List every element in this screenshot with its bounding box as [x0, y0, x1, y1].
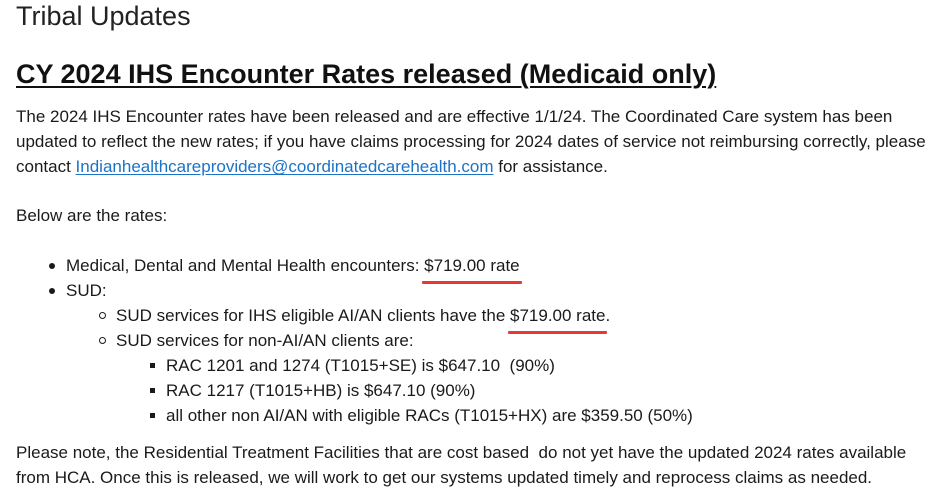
list-item-sud: [16, 278, 926, 303]
sud-eligible-rate-highlight: $719.00 rate: [510, 303, 605, 328]
article-headline: CY 2024 IHS Encounter Rates released (Medicaid only): [16, 59, 717, 89]
sud-eligible-suffix: .: [605, 306, 611, 325]
disc-bullet-icon: [49, 288, 55, 294]
rates-intro: Below are the rates:: [16, 206, 168, 225]
intro-text: The 2024 IHS Encounter rates have been released and are effective 1/1/24. The Coordinated Care system has been updated to reflect the new rates; if you have claims processing for 2024 dates of service not reimbursing correctly, please contact: [16, 107, 926, 176]
square-bullet-icon: [150, 388, 155, 393]
sud-non-aian-label: SUD services for non-AI/AN clients are:: [116, 331, 414, 350]
disc-bullet-icon: [49, 263, 55, 269]
intro-paragraph: [16, 104, 926, 179]
intro-text-end: for assistance.: [493, 157, 608, 176]
list-item-sud-eligible: [16, 303, 926, 328]
note-paragraph: Please note, the Residential Treatment Facilities that are cost based do not yet have the updated 2024 rates available from HCA. Once this is released, we will work to get our systems updated timely and reprocess claims as needed.: [16, 443, 907, 487]
list-item-medical: [16, 253, 926, 278]
rac-item-text: all other non AI/AN with eligible RACs (T1015+HX) are $359.50 (50%): [166, 406, 693, 425]
list-item-rac-1217: [16, 378, 926, 403]
rac-item-text: RAC 1217 (T1015+HB) is $647.10 (90%): [166, 381, 476, 400]
list-item-rac-other: [16, 403, 926, 428]
medical-label: Medical, Dental and Mental Health encounters:: [66, 256, 425, 275]
circle-bullet-icon: [99, 337, 106, 344]
sud-eligible-label: SUD services for IHS eligible AI/AN clients have the: [116, 306, 510, 325]
rac-item-text: RAC 1201 and 1274 (T1015+SE) is $647.10 (90%): [166, 356, 555, 375]
section-title: Tribal Updates: [16, 1, 191, 31]
square-bullet-icon: [150, 363, 155, 368]
list-item-sud-non-aian: [16, 328, 926, 353]
sud-label: SUD:: [66, 281, 107, 300]
square-bullet-icon: [150, 413, 155, 418]
medical-rate-highlight: $719.00 rate: [424, 253, 519, 278]
email-link[interactable]: Indianhealthcareproviders@coordinatedcarehealth.com: [75, 157, 494, 176]
rates-list: [16, 253, 926, 428]
list-item-rac-1201: [16, 353, 926, 378]
circle-bullet-icon: [99, 312, 106, 319]
